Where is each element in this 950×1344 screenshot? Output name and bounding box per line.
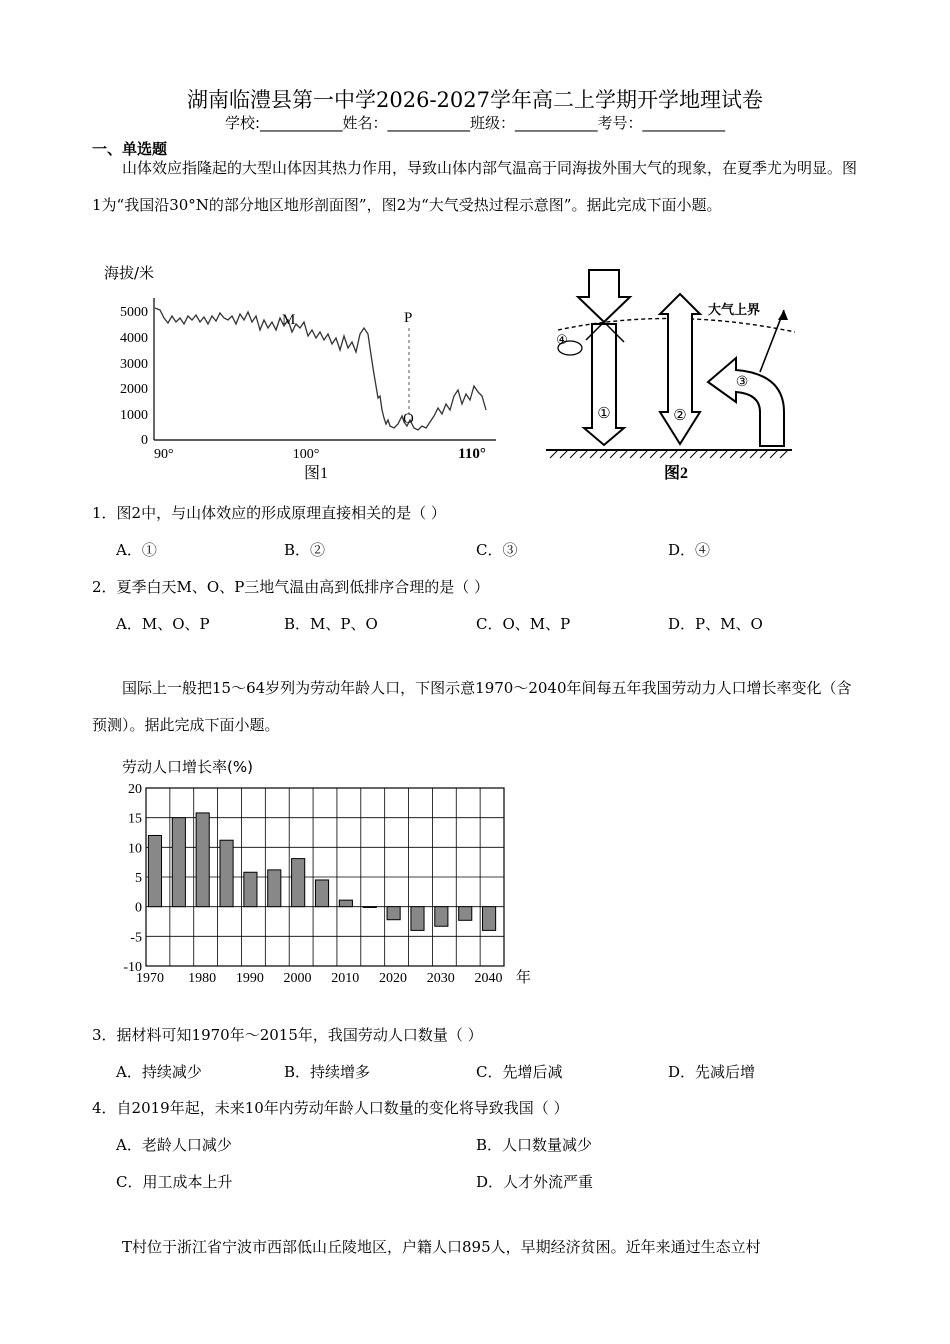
question-2-option-d[interactable]: D．P、M、O <box>668 615 763 633</box>
question-1-option-c[interactable]: C．③ <box>476 541 518 559</box>
chart-bar <box>339 900 352 907</box>
chart-xlabel: 年 <box>516 970 532 986</box>
chart-bar <box>411 907 424 931</box>
chart-ytick-label: 0 <box>135 900 142 916</box>
figure1-ytick: 5000 <box>120 305 148 320</box>
chart-bar <box>387 907 400 920</box>
figure1-ytick: 0 <box>141 433 148 448</box>
question-4-option-b[interactable]: B．人口数量减少 <box>476 1136 593 1154</box>
chart-bar <box>435 907 448 927</box>
terrain-profile-figure <box>92 258 512 488</box>
question-2-option-a[interactable]: A．M、O、P <box>116 615 210 633</box>
chart-bar <box>315 880 328 907</box>
upper-atmosphere-label: 大气上界 <box>708 303 761 318</box>
figure1-point-label: P <box>404 310 413 326</box>
material-paragraph-1: 山体效应指隆起的大型山体因其热力作用，导致山体内部气温高于同海拔外围大气的现象，在夏季尤为明显。图1为“我国沿30°N的部分地区地形剖面图”，图2为“大气受热过程示意图”。据此完成下面小题。 <box>92 159 858 214</box>
ground-hatching <box>550 450 788 458</box>
figure1-ytick: 3000 <box>120 357 148 372</box>
chart-xtick-label: 1970 <box>136 971 164 986</box>
figure1-xtick: 100° <box>292 447 320 462</box>
ground-radiation-arrow <box>708 358 784 446</box>
chart-xtick-label: 2030 <box>426 971 455 986</box>
chart-bar <box>220 840 233 906</box>
figure1-point-label: O <box>403 411 414 427</box>
question-2-option-b[interactable]: B．M、P、O <box>284 615 378 633</box>
solar-radiation-arrow <box>584 324 624 445</box>
question-2-stem: 2．夏季白天M、O、P三地气温由高到低排序合理的是（ ） <box>92 578 490 596</box>
figure1-ytick: 1000 <box>120 408 148 423</box>
question-1-option-b[interactable]: B．② <box>284 541 326 559</box>
arrow-number-label: ④ <box>556 332 568 347</box>
chart-ytick-label: -5 <box>130 930 142 946</box>
material-paragraph-2: 国际上一般把15～64岁列为劳动年龄人口，下图示意1970～2040年间每五年我国劳动力人口增长率变化（含预测）。据此完成下面小题。 <box>92 679 852 734</box>
chart-ylabel: 劳动人口增长率(%) <box>122 758 253 776</box>
question-4-stem: 4．自2019年起，未来10年内劳动年龄人口数量的变化将导致我国（ ） <box>92 1099 569 1117</box>
question-3-option-d[interactable]: D．先减后增 <box>668 1063 756 1081</box>
question-3-option-c[interactable]: C．先增后减 <box>476 1063 563 1081</box>
chart-xtick-label: 2010 <box>331 971 360 986</box>
figure1-ytick: 4000 <box>120 331 148 346</box>
question-1-stem: 1．图2中，与山体效应的形成原理直接相关的是（ ） <box>92 504 446 522</box>
section-heading: 一、单选题 <box>92 140 168 158</box>
chart-xtick-label: 2020 <box>379 971 408 986</box>
figure2-caption: 图2 <box>663 465 689 482</box>
chart-xtick-label: 2040 <box>474 971 503 986</box>
arrow-number-label: ① <box>597 406 611 422</box>
chart-ytick-label: 10 <box>128 841 142 857</box>
chart-xtick-label: 2000 <box>283 971 312 986</box>
incoming-radiation-arrowhead <box>578 270 630 322</box>
chart-bar <box>363 907 376 908</box>
material-paragraph-3: T村位于浙江省宁波市西部低山丘陵地区，户籍人口895人，早期经济贫困。近年来通过生态立村 <box>122 1238 761 1256</box>
student-info-line: 学校:___________姓名：___________班级：___________考号：___________ <box>224 114 726 132</box>
question-1-option-d[interactable]: D．④ <box>668 541 711 559</box>
chart-xtick-label: 1980 <box>188 971 217 986</box>
chart-bar <box>459 907 472 921</box>
chart-ytick-label: 20 <box>128 782 142 797</box>
figure1-point-label: M <box>282 312 296 328</box>
question-4-option-c[interactable]: C．用工成本上升 <box>116 1173 233 1191</box>
figure1-caption: 图1 <box>303 465 329 482</box>
question-4-option-a[interactable]: A．老龄人口减少 <box>116 1136 232 1154</box>
terrain-profile-line <box>155 308 486 430</box>
chart-bar <box>268 870 281 907</box>
question-4-option-d[interactable]: D．人才外流严重 <box>476 1173 594 1191</box>
question-3-stem: 3．据材料可知1970年～2015年，我国劳动人口数量（ ） <box>92 1026 483 1044</box>
chart-bar <box>196 813 209 907</box>
exam-title: 湖南临澧县第一中学2026-2027学年高二上学期开学地理试卷 <box>187 88 763 112</box>
question-3-option-a[interactable]: A．持续减少 <box>116 1063 202 1081</box>
figure1-xtick: 90° <box>154 447 174 462</box>
arrow-number-label: ③ <box>735 375 749 390</box>
chart-ytick-label: 15 <box>128 811 142 827</box>
chart-ytick-label: -10 <box>123 960 142 975</box>
question-1-option-a[interactable]: A．① <box>116 541 157 559</box>
figure1-ytick: 2000 <box>120 382 148 397</box>
labor-growth-bar-chart <box>110 752 550 1002</box>
chart-ytick-label: 5 <box>135 871 142 886</box>
chart-bar <box>292 859 305 907</box>
chart-bar <box>148 835 161 906</box>
chart-bar <box>172 818 185 907</box>
chart-xtick-label: 1990 <box>235 971 264 986</box>
question-3-option-b[interactable]: B．持续增多 <box>284 1063 371 1081</box>
figure1-xtick: 110° <box>458 446 486 462</box>
chart-bar <box>244 872 257 906</box>
arrow-number-label: ② <box>673 408 687 424</box>
figure1-ylabel: 海拔/米 <box>104 264 155 282</box>
chart-bar <box>483 907 496 931</box>
question-2-option-c[interactable]: C．O、M、P <box>476 615 571 633</box>
atmosphere-heating-figure <box>540 262 800 488</box>
